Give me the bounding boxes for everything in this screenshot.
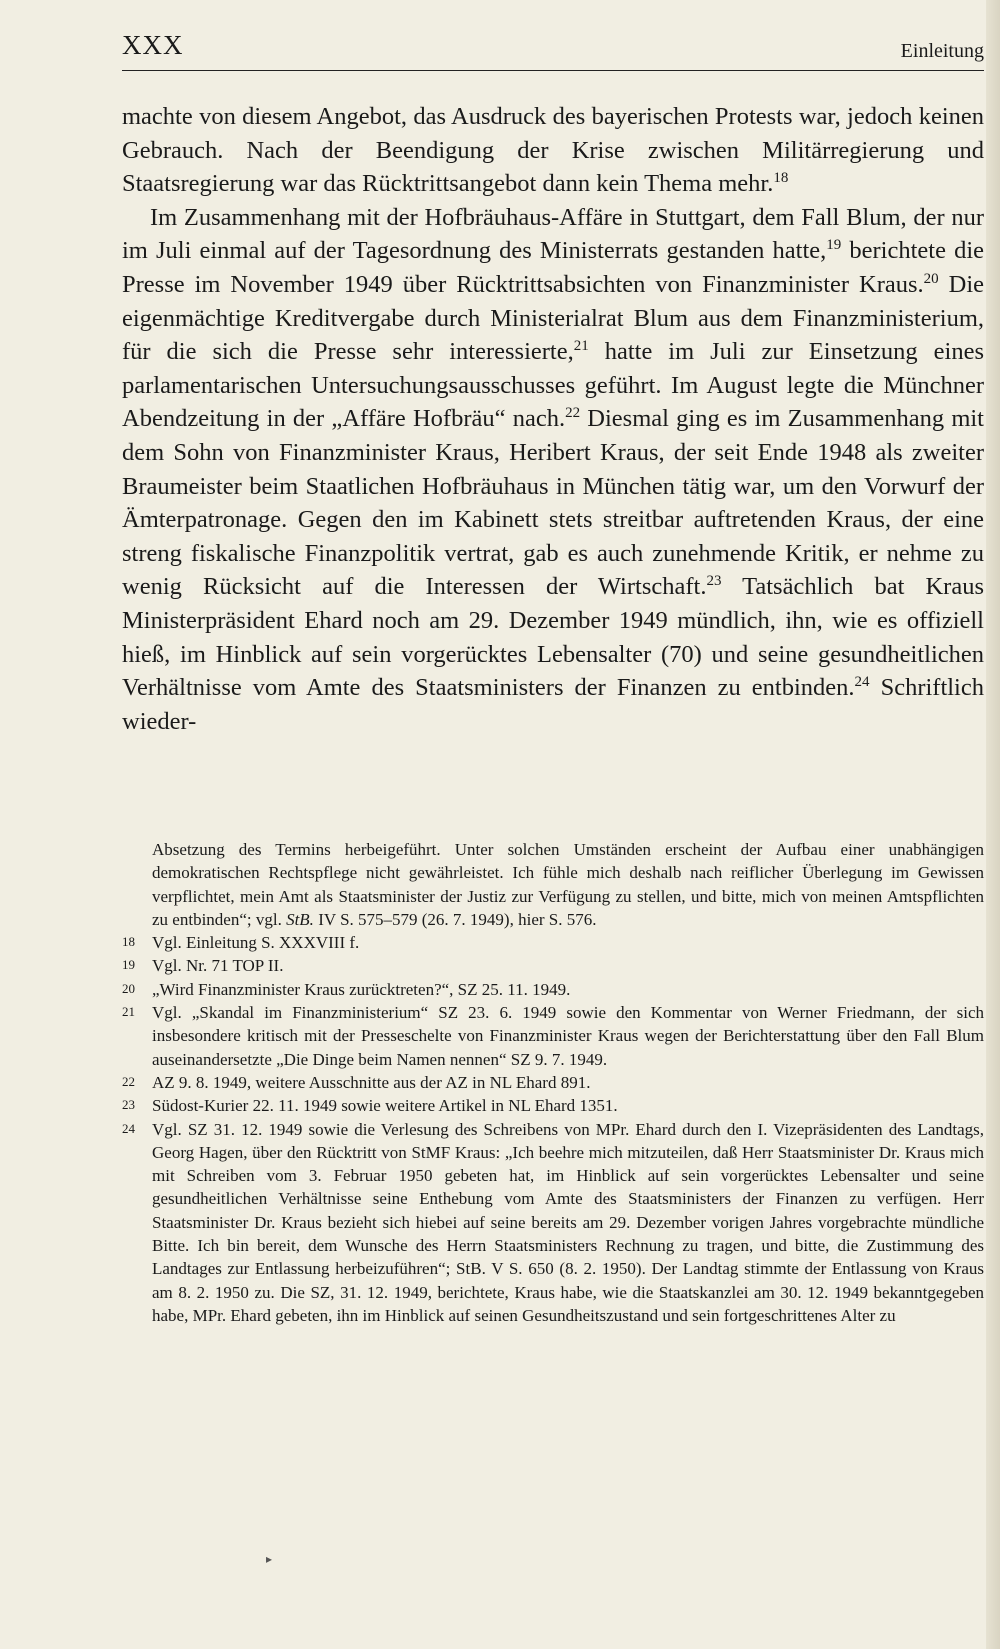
running-head: Einleitung [900, 40, 984, 62]
footnote-text: „Wird Finanzminister Kraus zurücktreten?“, SZ 25. 11. 1949. [152, 979, 571, 999]
footnote [122, 931, 984, 954]
footnote-text: Vgl. „Skandal im Finanzministerium“ SZ 23. 6. 1949 sowie den Kommentar von Werner Friedmann, der sich insbesondere kritisch mit der Presseschelte von Finanzminister Kraus wegen der Berichterstattung über den Fall Blum auseinandersetzte „Die Dinge beim Namen nennen“ SZ 9. 7. 1949. [152, 1003, 984, 1069]
main-text [122, 100, 984, 738]
footnote-ref-18: 18 [773, 170, 789, 187]
paragraph-2: Im Zusammenhang mit der Hofbräuhaus-Affäre in Stuttgart, dem Fall Blum, der nur im Juli einmal auf der Tagesordnung des Ministerrats gestanden hatte,$^{19}$ berichtete die Presse im November 1949 über Rücktrittsabsichten von Finanzminister Kraus.$^{20}$ Die eigenmächtige Kreditvergabe durch Ministerialrat Blum aus dem Finanzministerium, für die sich die Presse sehr interessierte,$^{21}$ hatte im Juli zur Einsetzung eines parlamentarischen Untersuchungsausschusses geführt. Im August legte die Münchner Abendzeitung in der „Affäre Hofbräu“ nach.$^{22}$ Diesmal ging es im Zusammenhang mit dem Sohn von Finanzminister Kraus, Heribert Kraus, der seit Ende 1948 als zweiter Braumeister beim Staatlichen Hofbräuhaus in München tätig war, um den Vorwurf der Ämterpatronage. Gegen den im Kabinett stets streitbar auftretenden Kraus, der eine streng fiskalische Finanzpolitik vertrat, gab es auch zunehmende Kritik, er nehme zu wenig Rücksicht auf die Interessen der Wirtschaft.$^{23}$ Tatsächlich bat Kraus Ministerpräsident Ehard noch am 29. Dezember 1949 mündlich, ihn, wie es offiziell hieß, im Hinblick auf sein vorgerücktes Lebensalter (70) und seine gesundheitlichen Verhältnisse vom Amte des Staatsministers der Finanzen zu entbinden.$^{24}$ Schriftlich wieder- [122, 203, 984, 735]
footnote-ref-21: 21 [573, 338, 589, 355]
footnote-ref-22: 22 [565, 405, 581, 422]
footnote-text: Südost-Kurier 22. 11. 1949 sowie weitere Artikel in NL Ehard 1351. [152, 1096, 618, 1116]
footnote [122, 1001, 984, 1071]
print-speck: ▸ [266, 1552, 273, 1566]
page-number: XXX [122, 30, 184, 60]
footnote [122, 978, 984, 1001]
footnote-number: 18 [122, 934, 135, 950]
footnote-text: AZ 9. 8. 1949, weitere Ausschnitte aus der AZ in NL Ehard 891. [152, 1072, 591, 1092]
page-header [122, 30, 984, 72]
footnote-number: 21 [122, 1004, 135, 1020]
paragraph-1: machte von diesem Angebot, das Ausdruck des bayerischen Protests war, jedoch keinen Gebrauch. Nach der Beendigung der Krise zwischen Militärregierung und Staatsregierung war das Rücktrittsangebot dann kein Thema mehr.$^{18}$ [122, 103, 984, 198]
footnote-text: Vgl. Einleitung S. XXXVIII f. [152, 933, 360, 953]
footnote-ref-20: 20 [923, 270, 939, 287]
footnote-ref-23: 23 [706, 573, 722, 590]
footnote [122, 1118, 984, 1328]
footnote [122, 954, 984, 977]
footnote-number: 24 [122, 1120, 135, 1136]
header-rule [122, 70, 984, 71]
footnotes [122, 838, 984, 1327]
footnote-ref-24: 24 [854, 674, 870, 691]
footnote-number: 20 [122, 980, 135, 996]
footnote [122, 1094, 984, 1117]
footnote-ref-19: 19 [826, 237, 842, 254]
footnote-number: 23 [122, 1097, 135, 1113]
footnote-number: 22 [122, 1073, 135, 1089]
footnote-text: Vgl. Nr. 71 TOP II. [152, 956, 284, 976]
footnote-number: 19 [122, 957, 135, 973]
footnote [122, 1071, 984, 1094]
footnote-text: Vgl. SZ 31. 12. 1949 sowie die Verlesung des Schreibens von MPr. Ehard durch den I. Vizepräsidenten des Landtags, Georg Hagen, über den Rücktritt von StMF Kraus: „Ich beehre mich mitzuteilen, daß Herr Staatsminister Dr. Kraus mich mit Schreiben vom 3. Februar 1950 gebeten hat, im Hinblick auf sein vorgerücktes Lebensalter und seine gesundheitlichen Verhältnisse seine Enthebung vom Amte des Staatsministers der Finanzen zu verfügen. Herr Staatsminister Dr. Kraus bezieht sich hiebei auf seine bereits am 29. Dezember vorigen Jahres vorgebrachte mündliche Bitte. Ich bin bereit, dem Wunsche des Herrn Staatsministers Rechnung zu tragen, und bitte, die Zustimmung des Landtages zur Entlassung herbeizuführen“; StB. V S. 650 (8. 2. 1950). Der Landtag stimmte der Entlassung von Kraus am 8. 2. 1950 zu. Die SZ, 31. 12. 1949, berichtete, Kraus habe, wie die Staatskanzlei am 30. 12. 1949 bekanntgegeben habe, MPr. Ehard gebeten, ihn im Hinblick auf seinen Gesundheitszustand und sein fortgeschrittenes Alter zu [152, 1119, 984, 1325]
page-edge-shadow [986, 0, 1000, 1649]
footnote-continuation: Absetzung des Termins herbeigeführt. Unter solchen Umständen erscheint der Aufbau einer unabhängigen demokratischen Rechtspflege nicht gewährleistet. Ich fühle mich deshalb nach reiflicher Überlegung im Gewissen verpflichtet, mein Amt als Staatsminister der Justiz zur Verfügung zu stellen, und bitte, mich von meinen Amtspflichten zu entbinden“; vgl. StB. IV S. 575–579 (26. 7. 1949), hier S. 576. [152, 840, 984, 929]
